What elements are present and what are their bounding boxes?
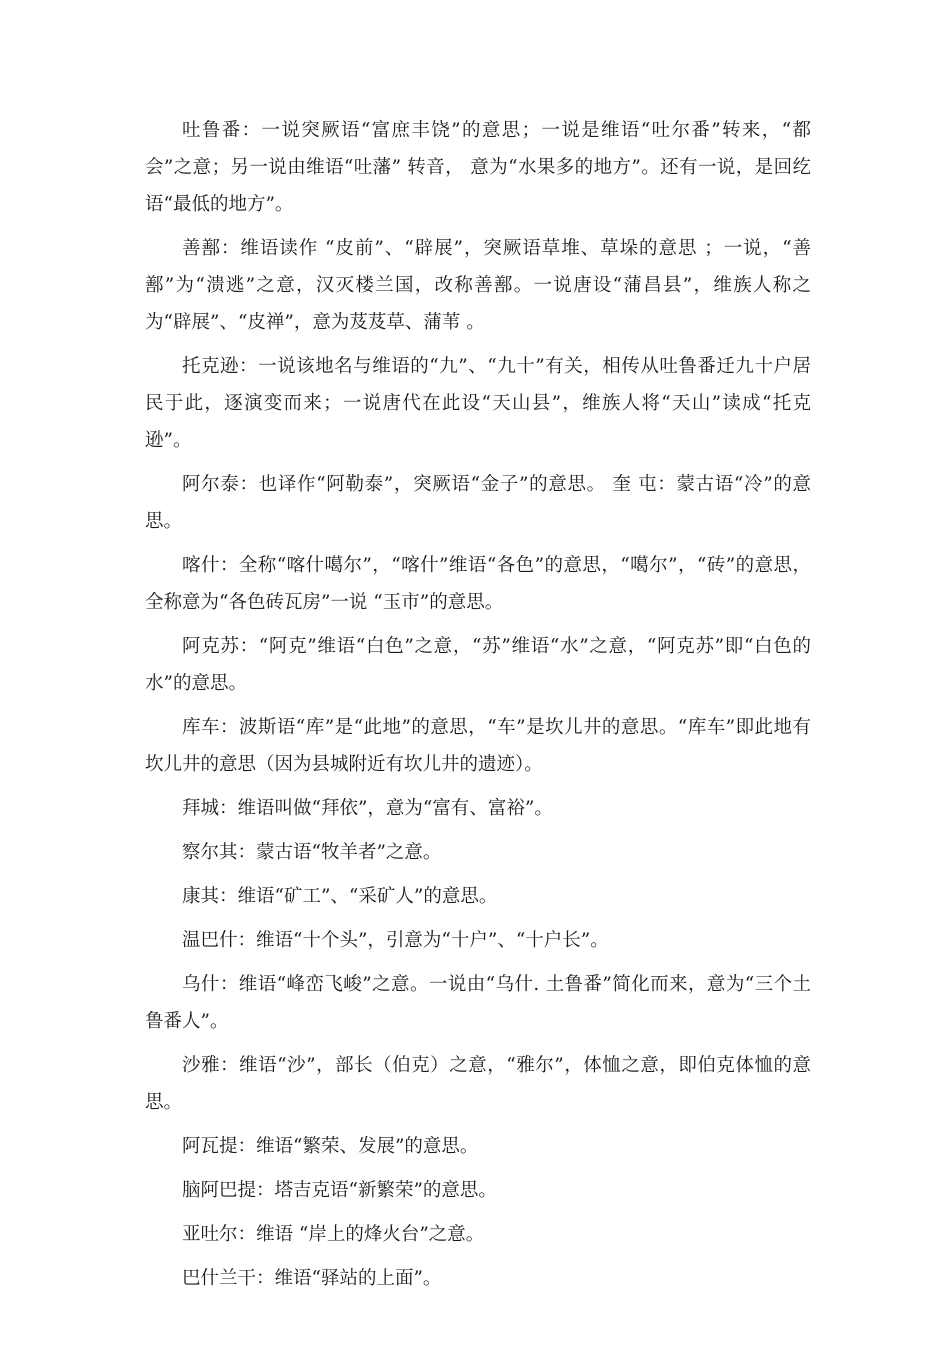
paragraph-bashilangan: 巴什兰干：维语“驿站的上面”。 — [182, 1268, 442, 1289]
paragraph-wenbashi: 温巴什：维语“十个头”，引意为“十户”、“十户长”。 — [182, 930, 609, 951]
paragraph-naoabati: 脑阿巴提：塔吉克语“新繁荣”的意思。 — [182, 1180, 497, 1201]
paragraph-toksun: 托克逊：一说该地名与维语的“九”、“九十”有关，相传从吐鲁番迁九十户居民于此，逐演变而来；一说唐代在此设“天山县”，维族人将“天山”读成“托克逊”。 — [145, 356, 811, 451]
paragraph-wushi: 乌什：维语“峰峦飞峻”之意。一说由“乌什. 土鲁番”简化而来，意为“三个土鲁番人”。 — [145, 974, 811, 1032]
paragraph-chaerqi: 察尔其：蒙古语“牧羊者”之意。 — [182, 842, 442, 863]
paragraph-aksu: 阿克苏：“阿克”维语“白色”之意，“苏”维语“水”之意，“阿克苏”即“白色的水”的意思。 — [145, 636, 811, 694]
paragraph-shaya: 沙雅：维语“沙”，部长（伯克）之意，“雅尔”，体恤之意，即伯克体恤的意思。 — [145, 1055, 811, 1113]
document-body — [145, 112, 811, 1304]
paragraph-kuqa: 库车：波斯语“库”是“此地”的意思，“车”是坎儿井的意思。“库车”即此地有坎儿井的意思（因为县城附近有坎儿井的遗迹）。 — [145, 717, 811, 775]
paragraph-shanshan: 善鄯：维语读作 “皮前”、“辟展”，突厥语草堆、草垛的意思 ；一说，“善鄯”为“溃逃”之意，汉灭楼兰国，改称善鄯。一说唐设“蒲昌县”，维族人称之为“辟展”、“皮禅”，意为芨芨草、蒲苇 。 — [145, 238, 811, 333]
paragraph-altay: 阿尔泰：也译作“阿勒泰”，突厥语“金子”的意思。 奎 屯：蒙古语“冷”的意思。 — [145, 474, 811, 532]
paragraph-kangqi: 康其：维语“矿工”、“采矿人”的意思。 — [182, 886, 498, 907]
paragraph-awati: 阿瓦提：维语“繁荣、发展”的意思。 — [182, 1136, 479, 1157]
paragraph-baicheng: 拜城：维语叫做“拜依”，意为“富有、富裕”。 — [182, 798, 553, 819]
paragraph-kashgar: 喀什：全称“喀什噶尔”，“喀什”维语“各色”的意思，“噶尔”，“砖”的意思，全称意为“各色砖瓦房”一说 “玉市”的意思。 — [145, 555, 811, 613]
paragraph-turpan: 吐鲁番：一说突厥语“富庶丰饶”的意思；一说是维语“吐尔番”转来，“都会”之意；另一说由维语“吐藩” 转音， 意为“水果多的地方”。还有一说，是回纥语“最低的地方”。 — [145, 120, 811, 215]
paragraph-yatuer: 亚吐尔：维语 “岸上的烽火台”之意。 — [182, 1224, 485, 1245]
